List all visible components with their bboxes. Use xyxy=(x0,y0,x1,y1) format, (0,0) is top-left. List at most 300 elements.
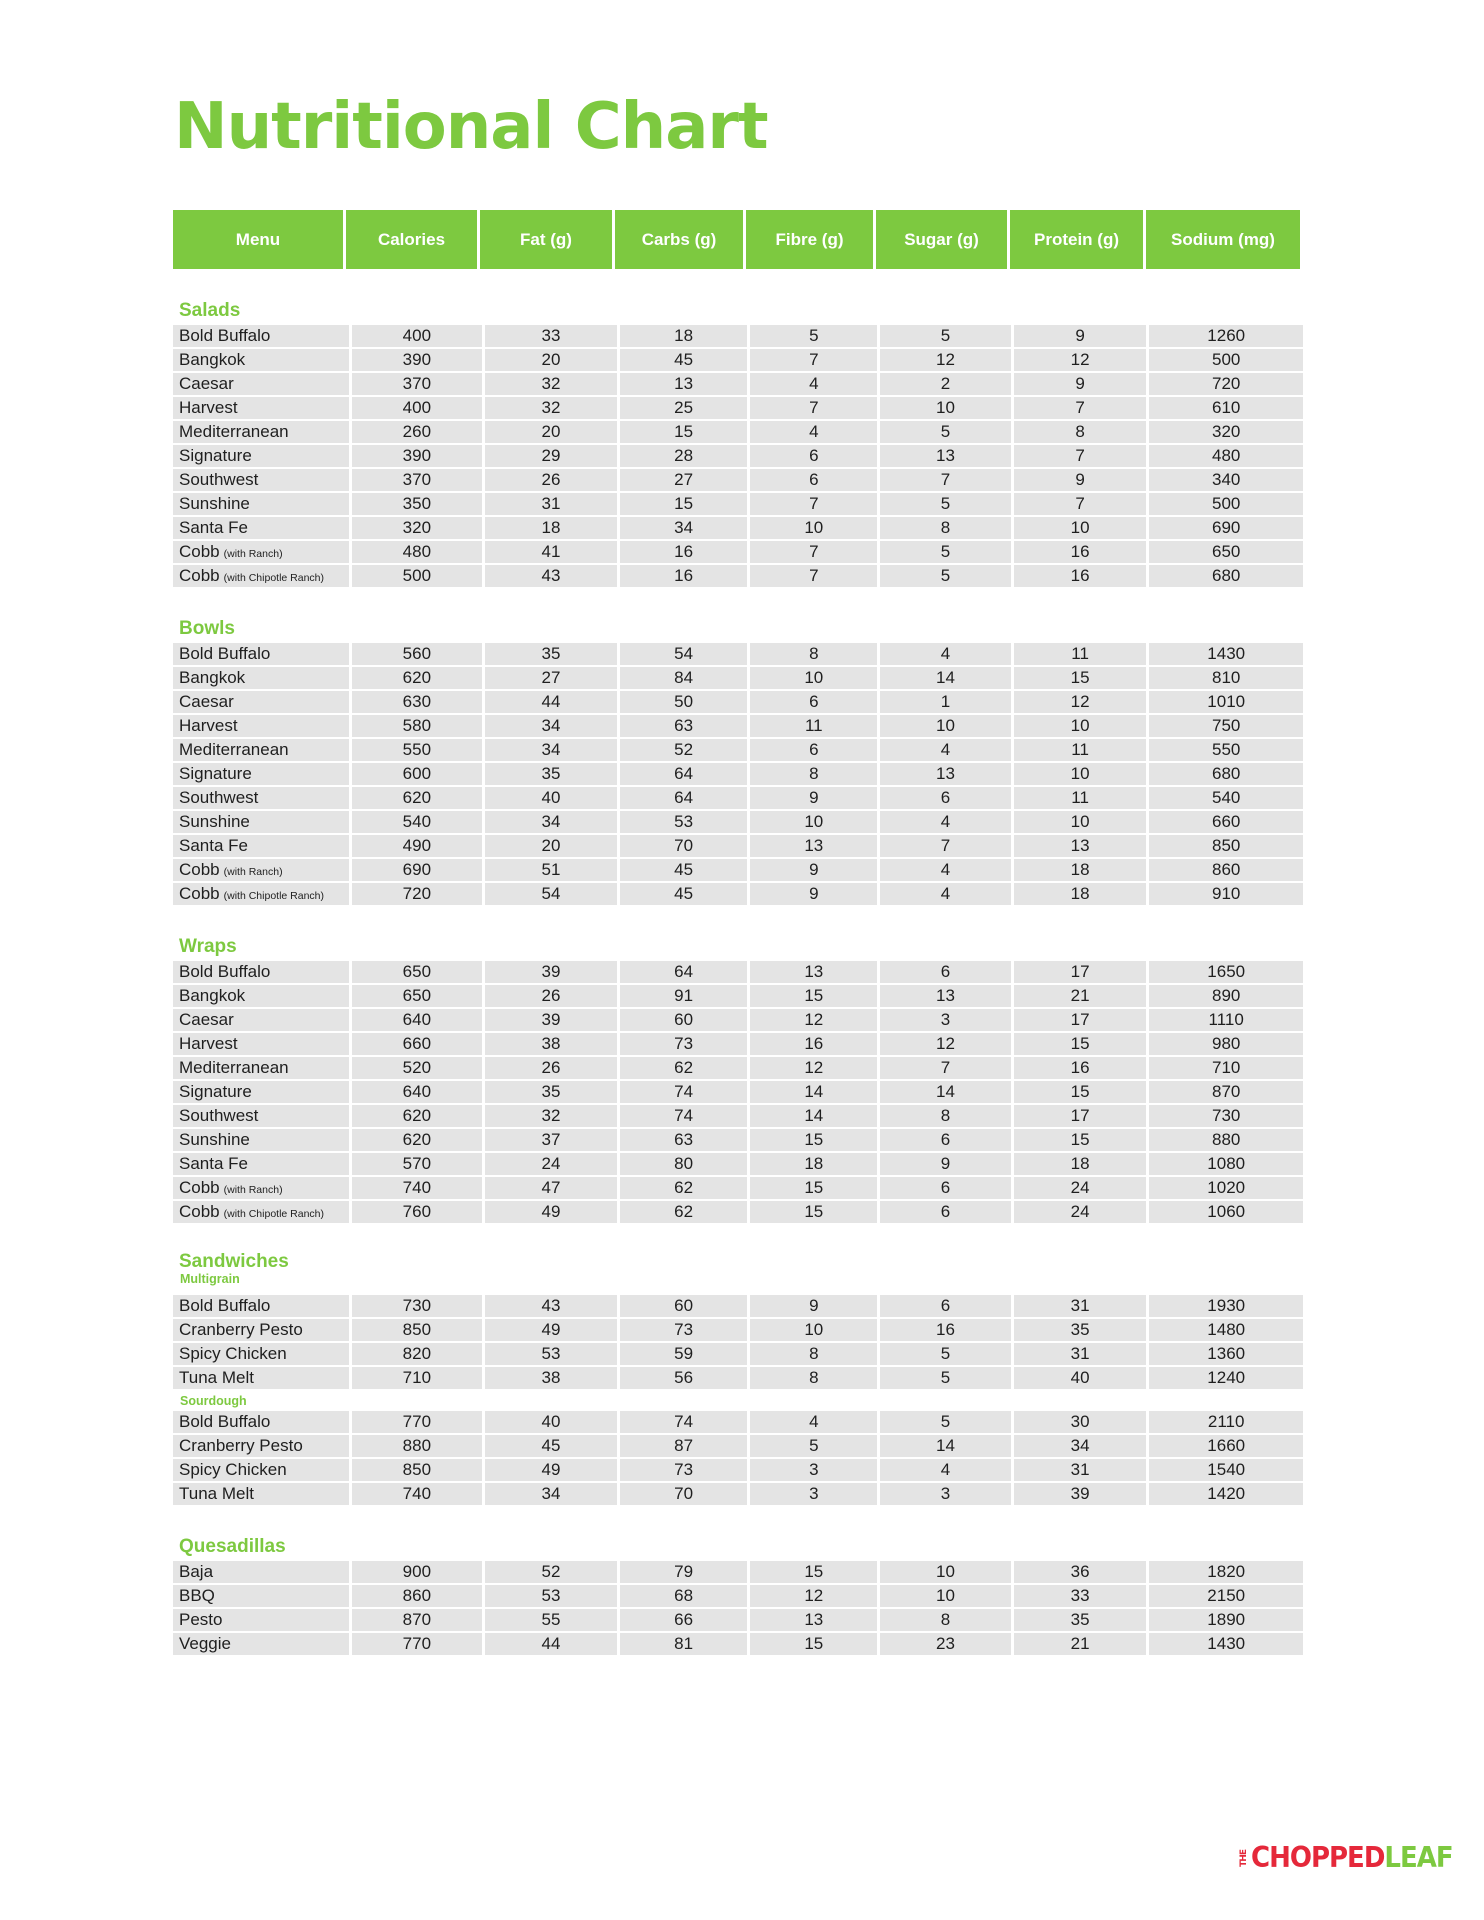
section-rows-multigrain xyxy=(173,1295,1303,1389)
menu-item-name: Bold Buffalo xyxy=(179,644,271,663)
cell-carbs: 73 xyxy=(620,1459,748,1481)
cell-protein: 35 xyxy=(1014,1319,1147,1341)
cell-protein: 18 xyxy=(1014,883,1147,905)
table-row xyxy=(173,739,1303,761)
cell-sugar: 10 xyxy=(880,715,1011,737)
cell-fibre: 13 xyxy=(750,835,877,857)
cell-carbs: 87 xyxy=(620,1435,748,1457)
cell-carbs: 73 xyxy=(620,1319,748,1341)
cell-carbs: 84 xyxy=(620,667,748,689)
cell-calories: 500 xyxy=(352,565,483,587)
cell-menu-item xyxy=(173,859,349,881)
cell-sugar: 4 xyxy=(880,883,1011,905)
cell-carbs: 54 xyxy=(620,643,748,665)
cell-sodium: 1540 xyxy=(1149,1459,1303,1481)
cell-sugar: 3 xyxy=(880,1483,1011,1505)
cell-fibre: 6 xyxy=(750,691,877,713)
menu-item-name: Mediterranean xyxy=(179,422,289,441)
cell-calories: 350 xyxy=(352,493,483,515)
page-title: Nutritional Chart xyxy=(174,90,768,164)
table-row xyxy=(173,373,1303,395)
cell-carbs: 70 xyxy=(620,835,748,857)
cell-protein: 10 xyxy=(1014,763,1147,785)
cell-carbs: 70 xyxy=(620,1483,748,1505)
menu-item-name: Cobb xyxy=(179,884,220,903)
cell-sodium: 1820 xyxy=(1149,1561,1303,1583)
cell-calories: 620 xyxy=(352,667,483,689)
cell-sugar: 6 xyxy=(880,787,1011,809)
cell-fat: 41 xyxy=(485,541,617,563)
cell-calories: 690 xyxy=(352,859,483,881)
cell-fibre: 9 xyxy=(750,859,877,881)
cell-sodium: 710 xyxy=(1149,1057,1303,1079)
cell-calories: 630 xyxy=(352,691,483,713)
cell-sodium: 320 xyxy=(1149,421,1303,443)
table-row xyxy=(173,1057,1303,1079)
cell-calories: 540 xyxy=(352,811,483,833)
cell-menu-item xyxy=(173,1295,349,1317)
section-rows-quesadillas xyxy=(173,1561,1303,1655)
cell-carbs: 62 xyxy=(620,1177,748,1199)
cell-calories: 400 xyxy=(352,325,483,347)
cell-sodium: 680 xyxy=(1149,565,1303,587)
menu-item-name: Cobb xyxy=(179,860,220,879)
header-fat: Fat (g) xyxy=(480,210,612,269)
cell-sodium: 720 xyxy=(1149,373,1303,395)
cell-calories: 650 xyxy=(352,961,483,983)
table-row xyxy=(173,715,1303,737)
section-title-wraps: Wraps xyxy=(179,936,237,957)
cell-carbs: 60 xyxy=(620,1295,748,1317)
cell-carbs: 91 xyxy=(620,985,748,1007)
cell-menu-item xyxy=(173,1033,349,1055)
cell-sugar: 8 xyxy=(880,1609,1011,1631)
cell-calories: 600 xyxy=(352,763,483,785)
cell-sodium: 550 xyxy=(1149,739,1303,761)
cell-sugar: 23 xyxy=(880,1633,1011,1655)
cell-calories: 400 xyxy=(352,397,483,419)
cell-calories: 760 xyxy=(352,1201,483,1223)
cell-menu-item xyxy=(173,1177,349,1199)
cell-protein: 9 xyxy=(1014,469,1147,491)
cell-protein: 16 xyxy=(1014,1057,1147,1079)
cell-fat: 45 xyxy=(485,1435,617,1457)
cell-calories: 550 xyxy=(352,739,483,761)
cell-sugar: 8 xyxy=(880,1105,1011,1127)
section-title-quesadillas: Quesadillas xyxy=(179,1536,286,1557)
menu-item-name: Sunshine xyxy=(179,812,250,831)
cell-sugar: 14 xyxy=(880,667,1011,689)
cell-calories: 640 xyxy=(352,1081,483,1103)
menu-item-name: Santa Fe xyxy=(179,518,248,537)
cell-sugar: 5 xyxy=(880,1343,1011,1365)
cell-menu-item xyxy=(173,421,349,443)
cell-carbs: 79 xyxy=(620,1561,748,1583)
cell-calories: 660 xyxy=(352,1033,483,1055)
cell-fibre: 8 xyxy=(750,763,877,785)
cell-protein: 9 xyxy=(1014,373,1147,395)
cell-carbs: 34 xyxy=(620,517,748,539)
cell-fibre: 10 xyxy=(750,667,877,689)
cell-calories: 320 xyxy=(352,517,483,539)
menu-item-name: Cobb xyxy=(179,542,220,561)
cell-carbs: 56 xyxy=(620,1367,748,1389)
cell-sugar: 5 xyxy=(880,421,1011,443)
menu-item-name: Mediterranean xyxy=(179,1058,289,1077)
cell-fibre: 15 xyxy=(750,1201,877,1223)
cell-calories: 710 xyxy=(352,1367,483,1389)
cell-sugar: 4 xyxy=(880,811,1011,833)
cell-protein: 12 xyxy=(1014,349,1147,371)
cell-protein: 40 xyxy=(1014,1367,1147,1389)
cell-protein: 36 xyxy=(1014,1561,1147,1583)
cell-sodium: 1430 xyxy=(1149,1633,1303,1655)
cell-calories: 730 xyxy=(352,1295,483,1317)
cell-protein: 13 xyxy=(1014,835,1147,857)
cell-carbs: 45 xyxy=(620,859,748,881)
cell-sodium: 1420 xyxy=(1149,1483,1303,1505)
cell-protein: 18 xyxy=(1014,1153,1147,1175)
cell-fat: 49 xyxy=(485,1201,617,1223)
menu-item-name: Bangkok xyxy=(179,986,246,1005)
cell-menu-item xyxy=(173,517,349,539)
cell-sugar: 7 xyxy=(880,835,1011,857)
cell-sodium: 1480 xyxy=(1149,1319,1303,1341)
cell-sodium: 500 xyxy=(1149,493,1303,515)
cell-carbs: 13 xyxy=(620,373,748,395)
table-row xyxy=(173,1201,1303,1223)
cell-menu-item xyxy=(173,1435,349,1457)
cell-calories: 520 xyxy=(352,1057,483,1079)
cell-menu-item xyxy=(173,1009,349,1031)
cell-carbs: 15 xyxy=(620,421,748,443)
cell-sodium: 1060 xyxy=(1149,1201,1303,1223)
table-row xyxy=(173,1609,1303,1631)
cell-carbs: 74 xyxy=(620,1105,748,1127)
cell-fibre: 8 xyxy=(750,1367,877,1389)
cell-fat: 53 xyxy=(485,1585,617,1607)
cell-calories: 720 xyxy=(352,883,483,905)
cell-fat: 31 xyxy=(485,493,617,515)
cell-protein: 8 xyxy=(1014,421,1147,443)
cell-carbs: 74 xyxy=(620,1081,748,1103)
cell-calories: 870 xyxy=(352,1609,483,1631)
table-row xyxy=(173,1585,1303,1607)
menu-item-name: Cobb xyxy=(179,1178,220,1197)
cell-sugar: 10 xyxy=(880,1585,1011,1607)
cell-sodium: 340 xyxy=(1149,469,1303,491)
cell-carbs: 60 xyxy=(620,1009,748,1031)
cell-sodium: 1890 xyxy=(1149,1609,1303,1631)
cell-fat: 40 xyxy=(485,1411,617,1433)
cell-sugar: 6 xyxy=(880,1177,1011,1199)
cell-calories: 640 xyxy=(352,1009,483,1031)
cell-menu-item xyxy=(173,1633,349,1655)
cell-carbs: 74 xyxy=(620,1411,748,1433)
cell-menu-item xyxy=(173,763,349,785)
table-row xyxy=(173,811,1303,833)
cell-fat: 32 xyxy=(485,397,617,419)
menu-item-name: Spicy Chicken xyxy=(179,1460,287,1479)
menu-item-name: Cranberry Pesto xyxy=(179,1320,303,1339)
cell-calories: 570 xyxy=(352,1153,483,1175)
cell-menu-item xyxy=(173,325,349,347)
header-carbs: Carbs (g) xyxy=(615,210,743,269)
cell-fat: 20 xyxy=(485,421,617,443)
cell-fibre: 7 xyxy=(750,349,877,371)
table-row xyxy=(173,421,1303,443)
cell-carbs: 80 xyxy=(620,1153,748,1175)
cell-menu-item xyxy=(173,1057,349,1079)
cell-sugar: 5 xyxy=(880,541,1011,563)
cell-menu-item xyxy=(173,787,349,809)
cell-fibre: 7 xyxy=(750,541,877,563)
cell-calories: 620 xyxy=(352,1129,483,1151)
cell-menu-item xyxy=(173,373,349,395)
menu-item-name: Caesar xyxy=(179,1010,234,1029)
cell-fat: 35 xyxy=(485,763,617,785)
cell-fibre: 8 xyxy=(750,1343,877,1365)
cell-fibre: 5 xyxy=(750,325,877,347)
cell-calories: 740 xyxy=(352,1483,483,1505)
cell-fibre: 12 xyxy=(750,1009,877,1031)
section-rows-salads xyxy=(173,325,1303,587)
cell-fibre: 4 xyxy=(750,421,877,443)
cell-carbs: 27 xyxy=(620,469,748,491)
cell-fat: 47 xyxy=(485,1177,617,1199)
table-row xyxy=(173,883,1303,905)
cell-protein: 9 xyxy=(1014,325,1147,347)
cell-fibre: 13 xyxy=(750,1609,877,1631)
cell-calories: 850 xyxy=(352,1319,483,1341)
menu-item-name: Harvest xyxy=(179,716,238,735)
cell-fibre: 4 xyxy=(750,373,877,395)
cell-carbs: 15 xyxy=(620,493,748,515)
cell-protein: 21 xyxy=(1014,1633,1147,1655)
cell-menu-item xyxy=(173,643,349,665)
cell-menu-item xyxy=(173,349,349,371)
cell-menu-item xyxy=(173,1129,349,1151)
cell-calories: 490 xyxy=(352,835,483,857)
section-rows-sourdough xyxy=(173,1411,1303,1505)
cell-fat: 43 xyxy=(485,565,617,587)
table-row xyxy=(173,1367,1303,1389)
cell-menu-item xyxy=(173,445,349,467)
section-rows-bowls xyxy=(173,643,1303,905)
cell-sugar: 1 xyxy=(880,691,1011,713)
cell-sodium: 910 xyxy=(1149,883,1303,905)
cell-carbs: 73 xyxy=(620,1033,748,1055)
cell-menu-item xyxy=(173,541,349,563)
cell-carbs: 81 xyxy=(620,1633,748,1655)
cell-fibre: 9 xyxy=(750,1295,877,1317)
cell-fibre: 15 xyxy=(750,1129,877,1151)
cell-sodium: 890 xyxy=(1149,985,1303,1007)
menu-item-name: Harvest xyxy=(179,398,238,417)
cell-fibre: 7 xyxy=(750,397,877,419)
cell-protein: 18 xyxy=(1014,859,1147,881)
logo-leaf-text: LEAF xyxy=(1384,1841,1453,1875)
cell-sodium: 1430 xyxy=(1149,643,1303,665)
cell-fat: 26 xyxy=(485,1057,617,1079)
menu-item-name: Cobb xyxy=(179,566,220,585)
cell-sugar: 7 xyxy=(880,469,1011,491)
menu-item-name: Sunshine xyxy=(179,1130,250,1149)
cell-protein: 11 xyxy=(1014,787,1147,809)
cell-fibre: 15 xyxy=(750,1633,877,1655)
cell-fibre: 3 xyxy=(750,1483,877,1505)
menu-item-name: Santa Fe xyxy=(179,836,248,855)
menu-item-note: (with Ranch) xyxy=(223,866,283,878)
cell-fibre: 7 xyxy=(750,493,877,515)
header-menu: Menu xyxy=(173,210,343,269)
cell-sugar: 12 xyxy=(880,349,1011,371)
cell-fat: 32 xyxy=(485,1105,617,1127)
cell-menu-item xyxy=(173,1483,349,1505)
cell-calories: 390 xyxy=(352,445,483,467)
cell-calories: 900 xyxy=(352,1561,483,1583)
cell-protein: 31 xyxy=(1014,1459,1147,1481)
cell-fat: 53 xyxy=(485,1343,617,1365)
cell-fat: 49 xyxy=(485,1459,617,1481)
cell-sodium: 1240 xyxy=(1149,1367,1303,1389)
nutrition-table xyxy=(173,210,1303,1657)
cell-sodium: 540 xyxy=(1149,787,1303,809)
cell-menu-item xyxy=(173,1201,349,1223)
cell-carbs: 28 xyxy=(620,445,748,467)
menu-item-name: Signature xyxy=(179,1082,252,1101)
table-row xyxy=(173,1561,1303,1583)
cell-protein: 16 xyxy=(1014,565,1147,587)
cell-fat: 55 xyxy=(485,1609,617,1631)
cell-carbs: 25 xyxy=(620,397,748,419)
cell-menu-item xyxy=(173,1367,349,1389)
cell-protein: 15 xyxy=(1014,667,1147,689)
cell-protein: 11 xyxy=(1014,643,1147,665)
cell-sodium: 690 xyxy=(1149,517,1303,539)
cell-sodium: 870 xyxy=(1149,1081,1303,1103)
header-fibre: Fibre (g) xyxy=(746,210,873,269)
cell-sodium: 680 xyxy=(1149,763,1303,785)
table-row xyxy=(173,1081,1303,1103)
cell-sodium: 980 xyxy=(1149,1033,1303,1055)
cell-sugar: 13 xyxy=(880,763,1011,785)
cell-protein: 30 xyxy=(1014,1411,1147,1433)
cell-protein: 31 xyxy=(1014,1343,1147,1365)
cell-calories: 770 xyxy=(352,1633,483,1655)
cell-carbs: 62 xyxy=(620,1057,748,1079)
cell-protein: 24 xyxy=(1014,1201,1147,1223)
cell-fat: 34 xyxy=(485,811,617,833)
cell-fat: 39 xyxy=(485,1009,617,1031)
cell-fibre: 4 xyxy=(750,1411,877,1433)
menu-item-note: (with Ranch) xyxy=(223,1184,283,1196)
cell-protein: 16 xyxy=(1014,541,1147,563)
cell-protein: 17 xyxy=(1014,1009,1147,1031)
cell-carbs: 16 xyxy=(620,541,748,563)
table-row xyxy=(173,469,1303,491)
cell-menu-item xyxy=(173,1459,349,1481)
cell-protein: 15 xyxy=(1014,1129,1147,1151)
cell-calories: 560 xyxy=(352,643,483,665)
cell-sugar: 6 xyxy=(880,1295,1011,1317)
cell-menu-item xyxy=(173,1411,349,1433)
cell-protein: 21 xyxy=(1014,985,1147,1007)
menu-item-name: Bangkok xyxy=(179,668,246,687)
table-row xyxy=(173,835,1303,857)
cell-fibre: 9 xyxy=(750,787,877,809)
cell-sodium: 500 xyxy=(1149,349,1303,371)
cell-menu-item xyxy=(173,1343,349,1365)
table-row xyxy=(173,325,1303,347)
cell-fibre: 14 xyxy=(750,1081,877,1103)
cell-menu-item xyxy=(173,667,349,689)
cell-fibre: 9 xyxy=(750,883,877,905)
cell-calories: 850 xyxy=(352,1459,483,1481)
cell-sugar: 4 xyxy=(880,739,1011,761)
cell-menu-item xyxy=(173,469,349,491)
cell-protein: 12 xyxy=(1014,691,1147,713)
table-row xyxy=(173,1105,1303,1127)
cell-menu-item xyxy=(173,1609,349,1631)
cell-calories: 820 xyxy=(352,1343,483,1365)
cell-fat: 35 xyxy=(485,643,617,665)
cell-fat: 20 xyxy=(485,835,617,857)
table-row xyxy=(173,1033,1303,1055)
cell-fat: 38 xyxy=(485,1367,617,1389)
cell-fat: 34 xyxy=(485,739,617,761)
cell-calories: 620 xyxy=(352,787,483,809)
table-row xyxy=(173,517,1303,539)
cell-sodium: 730 xyxy=(1149,1105,1303,1127)
cell-fat: 20 xyxy=(485,349,617,371)
cell-protein: 15 xyxy=(1014,1081,1147,1103)
cell-sodium: 1260 xyxy=(1149,325,1303,347)
cell-calories: 770 xyxy=(352,1411,483,1433)
cell-sugar: 5 xyxy=(880,565,1011,587)
cell-carbs: 52 xyxy=(620,739,748,761)
cell-menu-item xyxy=(173,985,349,1007)
cell-fibre: 8 xyxy=(750,643,877,665)
header-calories: Calories xyxy=(346,210,477,269)
cell-fat: 34 xyxy=(485,1483,617,1505)
cell-sugar: 5 xyxy=(880,1411,1011,1433)
cell-fat: 34 xyxy=(485,715,617,737)
table-row xyxy=(173,565,1303,587)
menu-item-name: Tuna Melt xyxy=(179,1368,254,1387)
cell-carbs: 63 xyxy=(620,715,748,737)
menu-item-name: Caesar xyxy=(179,692,234,711)
cell-menu-item xyxy=(173,1153,349,1175)
cell-sugar: 7 xyxy=(880,1057,1011,1079)
cell-menu-item xyxy=(173,397,349,419)
menu-item-note: (with Chipotle Ranch) xyxy=(223,1208,325,1220)
cell-carbs: 64 xyxy=(620,961,748,983)
cell-protein: 7 xyxy=(1014,493,1147,515)
table-row xyxy=(173,1177,1303,1199)
menu-item-name: Signature xyxy=(179,764,252,783)
table-row xyxy=(173,667,1303,689)
cell-menu-item xyxy=(173,739,349,761)
cell-calories: 390 xyxy=(352,349,483,371)
menu-item-name: Veggie xyxy=(179,1634,231,1653)
table-row xyxy=(173,1129,1303,1151)
cell-sodium: 1010 xyxy=(1149,691,1303,713)
cell-fibre: 5 xyxy=(750,1435,877,1457)
table-row xyxy=(173,1411,1303,1433)
cell-sodium: 1020 xyxy=(1149,1177,1303,1199)
cell-sugar: 9 xyxy=(880,1153,1011,1175)
